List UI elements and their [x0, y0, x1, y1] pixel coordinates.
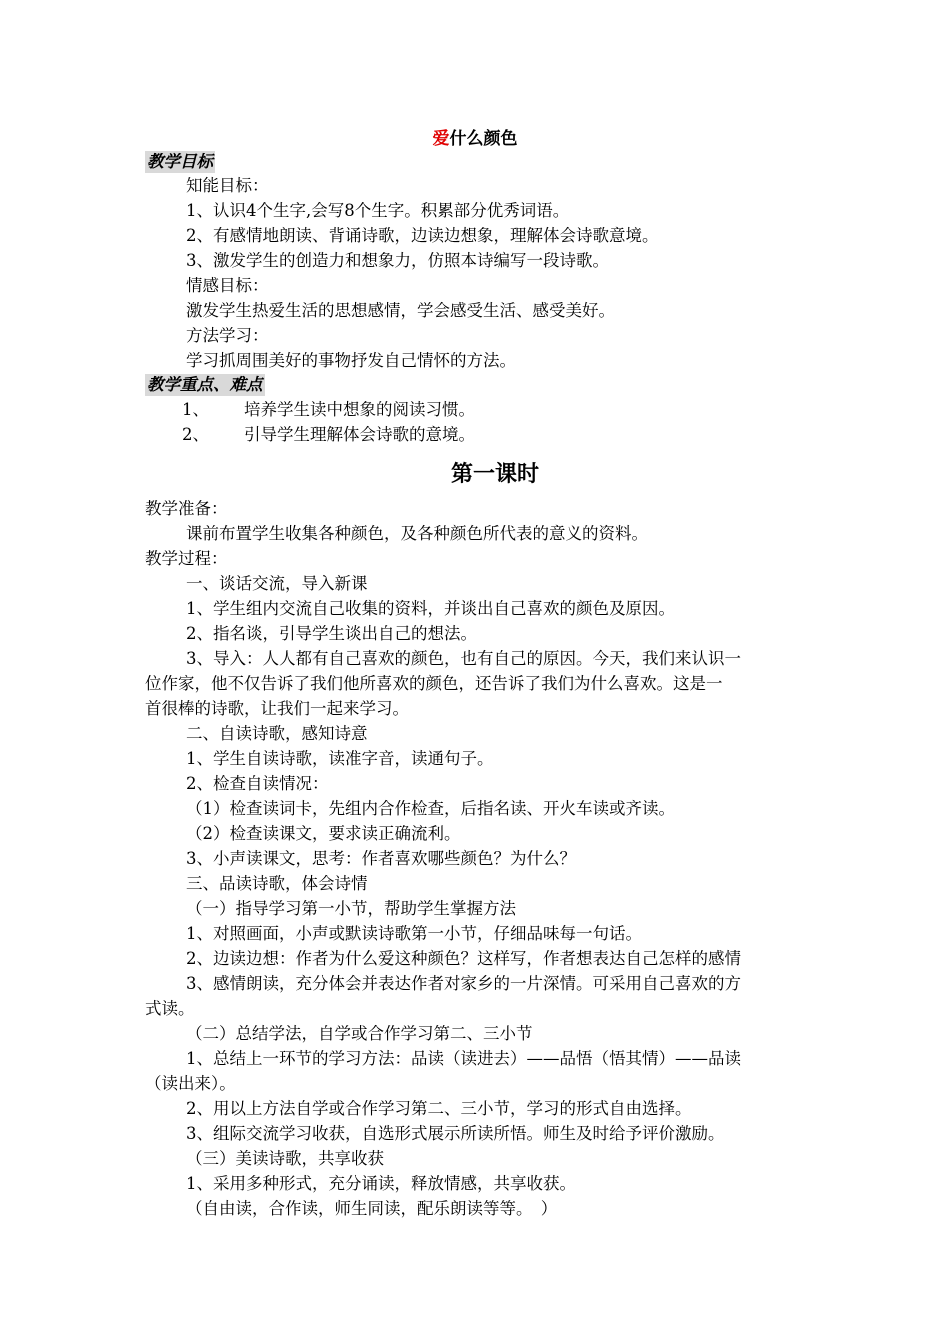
body-line: 2、检查自读情况：	[186, 774, 329, 793]
body-line: 二、自读诗歌，感知诗意	[186, 724, 368, 743]
body-line: 2、指名谈，引导学生谈出自己的想法。	[186, 624, 477, 643]
title-rest: 什么颜色	[449, 129, 518, 149]
objective-line: 激发学生热爱生活的思想感情，学会感受生活、感受美好。	[186, 301, 615, 320]
objective-line: 2、有感情地朗读、背诵诗歌，边读边想象，理解体会诗歌意境。	[186, 226, 659, 245]
body-line: 3、导入：人人都有自己喜欢的颜色，也有自己的原因。今天，我们来认识一	[186, 649, 741, 668]
body-line: 3、组际交流学习收获，自选形式展示所读所悟。师生及时给予评价激励。	[186, 1124, 725, 1143]
body-line: 2、用以上方法自学或合作学习第二、三小节，学习的形式自由选择。	[186, 1099, 692, 1118]
body-line: 1、学生自读诗歌，读准字音，读通句子。	[186, 749, 494, 768]
key-point-text: 引导学生理解体会诗歌的意境。	[244, 425, 475, 444]
lesson-title: 第一课时	[450, 461, 539, 487]
key-point-item	[182, 423, 475, 447]
body-line: 1、总结上一环节的学习方法：品读（读进去）——品悟（悟其情）——品读	[186, 1049, 741, 1068]
body-line: （三）美读诗歌，共享收获	[186, 1149, 384, 1168]
objective-line: 学习抓周围美好的事物抒发自己情怀的方法。	[186, 351, 516, 370]
objective-line: 1、认识4个生字,会写8个生字。积累部分优秀词语。	[186, 201, 570, 220]
body-line: 1、采用多种形式，充分诵读，释放情感，共享收获。	[186, 1174, 576, 1193]
section-heading-objectives: 教学目标	[147, 152, 213, 171]
key-point-item	[182, 398, 475, 422]
key-point-number: 2、	[182, 425, 209, 444]
body-line: 3、感情朗读，充分体会并表达作者对家乡的一片深情。可采用自己喜欢的方	[186, 974, 741, 993]
objective-line: 3、激发学生的创造力和想象力，仿照本诗编写一段诗歌。	[186, 251, 609, 270]
body-line: （读出来）。	[145, 1074, 236, 1093]
body-line: 式读。	[145, 999, 195, 1018]
objective-line: 知能目标：	[186, 176, 269, 195]
key-point-number: 1、	[182, 400, 209, 419]
body-line: （1）检查读词卡，先组内合作检查，后指名读、开火车读或齐读。	[186, 799, 675, 818]
body-line: 三、品读诗歌，体会诗情	[186, 874, 368, 893]
body-line: 教学准备：	[145, 499, 228, 518]
document-title	[0, 124, 950, 149]
key-point-text: 培养学生读中想象的阅读习惯。	[244, 400, 475, 419]
body-line: 教学过程：	[145, 549, 228, 568]
objective-line: 情感目标：	[186, 276, 269, 295]
body-line: 课前布置学生收集各种颜色，及各种颜色所代表的意义的资料。	[186, 524, 648, 543]
objective-line: 方法学习：	[186, 326, 269, 345]
body-line: 1、学生组内交流自己收集的资料，并谈出自己喜欢的颜色及原因。	[186, 599, 675, 618]
body-line: （二）总结学法，自学或合作学习第二、三小节	[186, 1024, 533, 1043]
body-line: 3、小声读课文，思考：作者喜欢哪些颜色？为什么？	[186, 849, 576, 868]
body-line: （一）指导学习第一小节，帮助学生掌握方法	[186, 899, 516, 918]
title-highlight: 爱	[432, 129, 450, 149]
body-line: （自由读，合作读，师生同读，配乐朗读等等。 ）	[186, 1199, 558, 1218]
body-line: 一、谈话交流，导入新课	[186, 574, 368, 593]
body-line: 首很棒的诗歌，让我们一起来学习。	[145, 699, 409, 718]
section-heading-key-points: 教学重点、难点	[147, 375, 263, 394]
body-line: 2、边读边想：作者为什么爱这种颜色？这样写，作者想表达自己怎样的感情	[186, 949, 741, 968]
body-line: 位作家，他不仅告诉了我们他所喜欢的颜色，还告诉了我们为什么喜欢。这是一	[145, 674, 723, 693]
body-line: 1、对照画面，小声或默读诗歌第一小节，仔细品味每一句话。	[186, 924, 642, 943]
body-line: （2）检查读课文，要求读正确流利。	[186, 824, 461, 843]
